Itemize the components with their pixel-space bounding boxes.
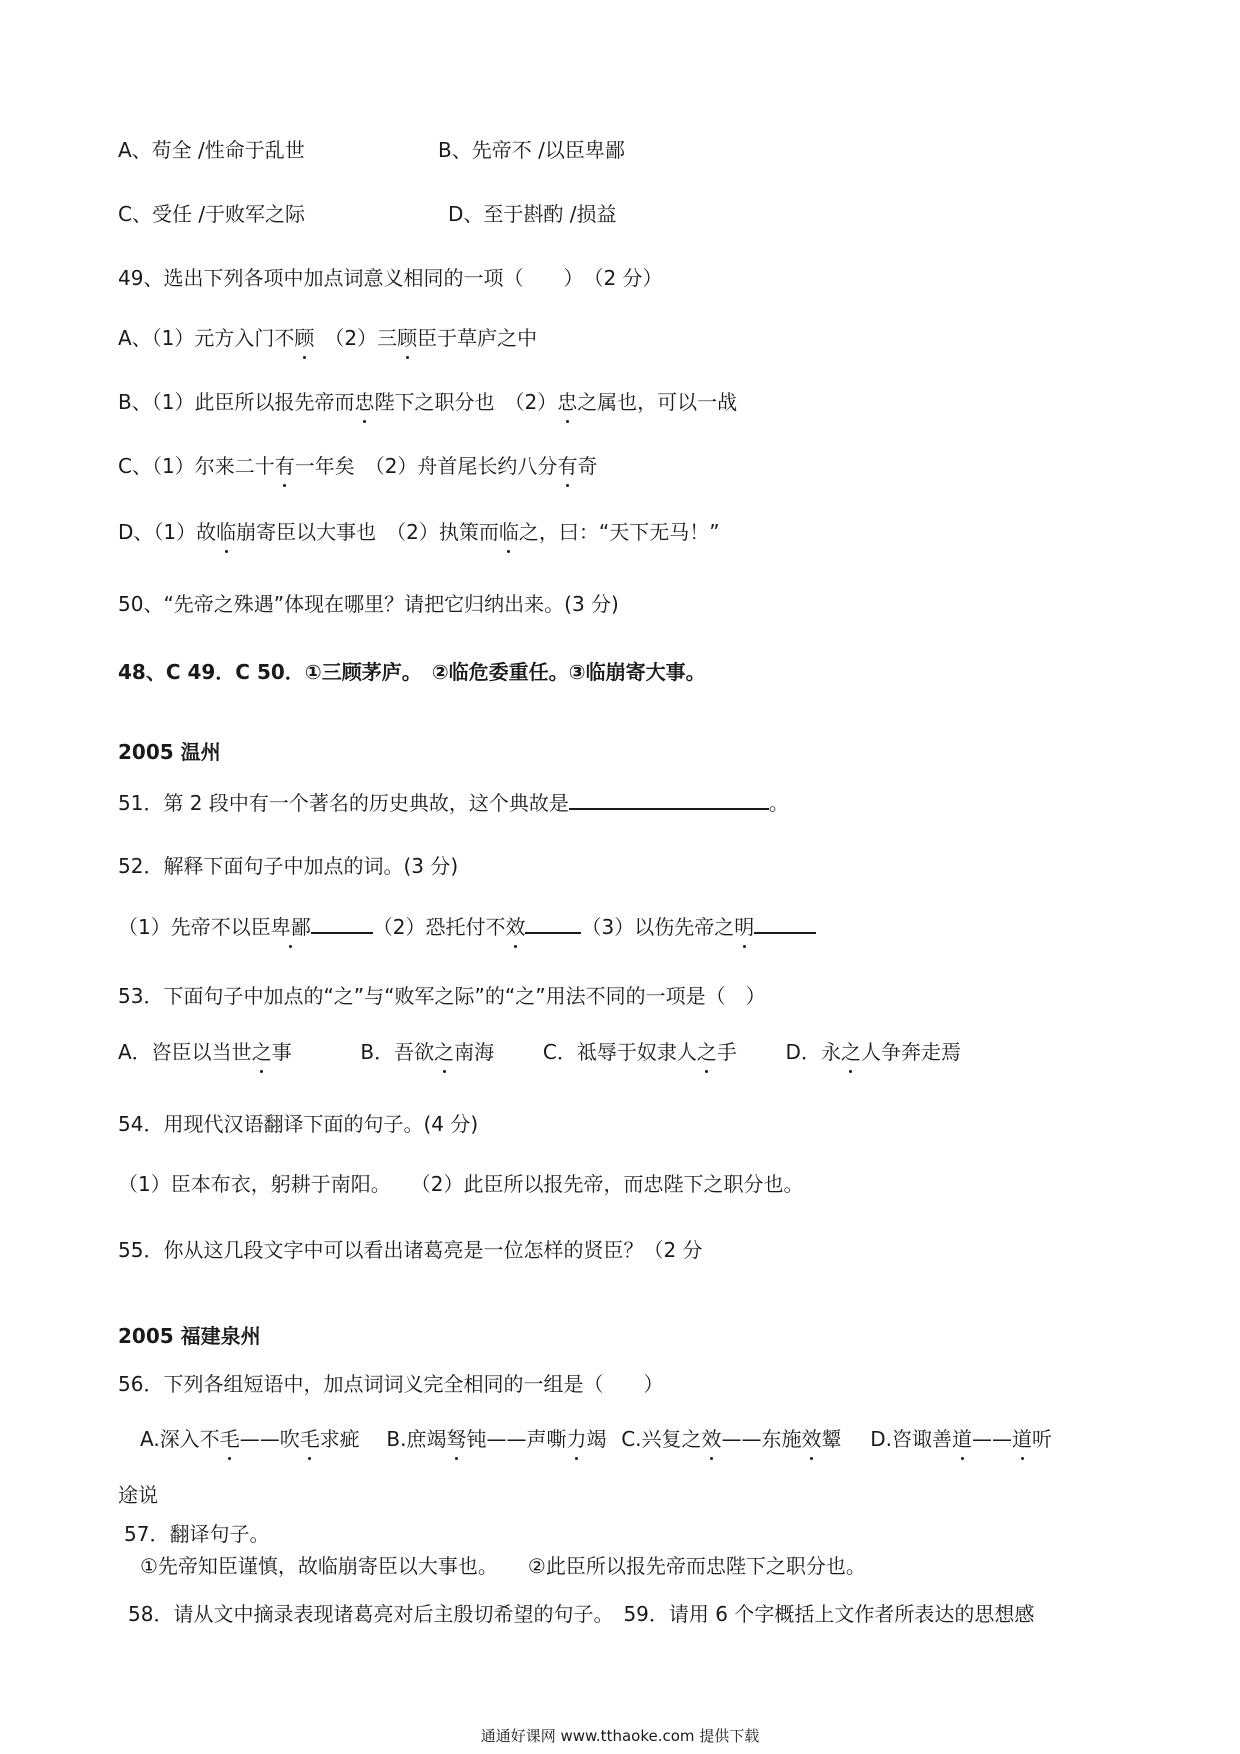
q48-option-c: C、受任 /于败军之际 [118, 202, 306, 226]
q51: 51．第 2 段中有一个著名的历史典故，这个典故是 。 [118, 786, 789, 817]
dotted-word: 临 [216, 520, 237, 544]
dotted-word: 力 [566, 1427, 587, 1451]
dotted-word: 有 [274, 454, 295, 478]
q57-stem: 57．翻译句子。 [124, 1522, 270, 1546]
q55-stem: 55．你从这几段文字中可以看出诸葛亮是一位怎样的贤臣？（2 分 [118, 1238, 703, 1262]
q53-options: A．咨臣以当世之事 B．吾欲之南海 C．祗辱于奴隶人之手 D．永之人争奔走焉 [118, 1040, 961, 1064]
dotted-word: 效 [505, 915, 526, 939]
dotted-word: 忠 [557, 390, 578, 414]
q56-options: A.深入不毛——吹毛求疵 B.庶竭驽钝——声嘶力竭 C.兴复之效——东施效颦 D.咨诹善道——道听 [140, 1427, 1053, 1451]
section-heading-wenzhou: 2005 温州 [118, 740, 221, 764]
q52-items: （1）先帝不以臣卑鄙 （2）恐托付不效 （3）以伤先帝之明 [118, 910, 816, 941]
q54-stem: 54．用现代汉语翻译下面的句子。(4 分) [118, 1112, 479, 1136]
dotted-word: 效 [701, 1427, 722, 1451]
dotted-word: 道 [952, 1427, 973, 1451]
section-heading-quanzhou: 2005 福建泉州 [118, 1324, 261, 1348]
answer-key: 48、C 49．C 50．①三顾茅庐。 ②临危委重任。③临崩寄大事。 [118, 660, 706, 684]
answer-blank[interactable] [525, 910, 581, 934]
q54-items: （1）臣本布衣，躬耕于南阳。 （2）此臣所以报先帝，而忠陛下之职分也。 [118, 1172, 804, 1196]
q50-stem: 50、“先帝之殊遇”体现在哪里？请把它归纳出来。(3 分) [118, 592, 619, 616]
q49-option-a: A、（1）元方入门不顾 （2）三顾臣于草庐之中 [118, 326, 538, 350]
q48-option-a: A、苟全 /性命于乱世 [118, 138, 305, 162]
q58-59-stem: 58．请从文中摘录表现诸葛亮对后主殷切希望的句子。 59．请用 6 个字概括上文作者所表达的思想感 [128, 1602, 1035, 1626]
q49-option-d: D、（1）故临崩寄臣以大事也 （2）执策而临之，曰：“天下无马！” [118, 520, 720, 544]
q57-items: ①先帝知臣谨慎，故临崩寄臣以大事也。 ②此臣所以报先帝而忠陛下之职分也。 [140, 1554, 866, 1578]
q49-option-c: C、（1）尔来二十有一年矣 （2）舟首尾长约八分有奇 [118, 454, 598, 478]
dotted-word: 效 [801, 1427, 822, 1451]
answer-blank[interactable] [311, 910, 373, 934]
dotted-word: 忠 [354, 390, 375, 414]
q52-stem: 52．解释下面句子中加点的词。(3 分) [118, 854, 459, 878]
dotted-word: 之 [696, 1040, 717, 1064]
dotted-word: 卑鄙 [270, 915, 311, 939]
page-footer: 通通好课网 www.tthaoke.com 提供下载 [480, 1727, 760, 1745]
dotted-word: 明 [734, 915, 755, 939]
dotted-word: 有 [557, 454, 578, 478]
dotted-word: 之 [251, 1040, 272, 1064]
q48-option-d: D、至于斟酌 /损益 [448, 202, 617, 226]
dotted-word: 之 [840, 1040, 861, 1064]
dotted-word: 临 [498, 520, 519, 544]
q56-wrap: 途说 [118, 1483, 158, 1507]
dotted-word: 顾 [397, 326, 418, 350]
q53-stem: 53．下面句子中加点的“之”与“败军之际”的“之”用法不同的一项是（ ） [118, 984, 766, 1008]
dotted-word: 毛 [299, 1427, 320, 1451]
q49-option-b: B、（1）此臣所以报先帝而忠陛下之职分也 （2）忠之属也，可以一战 [118, 390, 738, 414]
dotted-word: 顾 [294, 326, 315, 350]
answer-blank[interactable] [754, 910, 816, 934]
dotted-word: 之 [434, 1040, 455, 1064]
q56-stem: 56．下列各组短语中，加点词词义完全相同的一组是（ ） [118, 1372, 664, 1396]
q49-stem: 49、选出下列各项中加点词意义相同的一项（ ） （2 分） [118, 266, 663, 290]
q48-option-b: B、先帝不 /以臣卑鄙 [438, 138, 625, 162]
dotted-word: 道 [1012, 1427, 1033, 1451]
dotted-word: 毛 [219, 1427, 240, 1451]
answer-blank[interactable] [569, 786, 769, 810]
dotted-word: 驽 [446, 1427, 467, 1451]
